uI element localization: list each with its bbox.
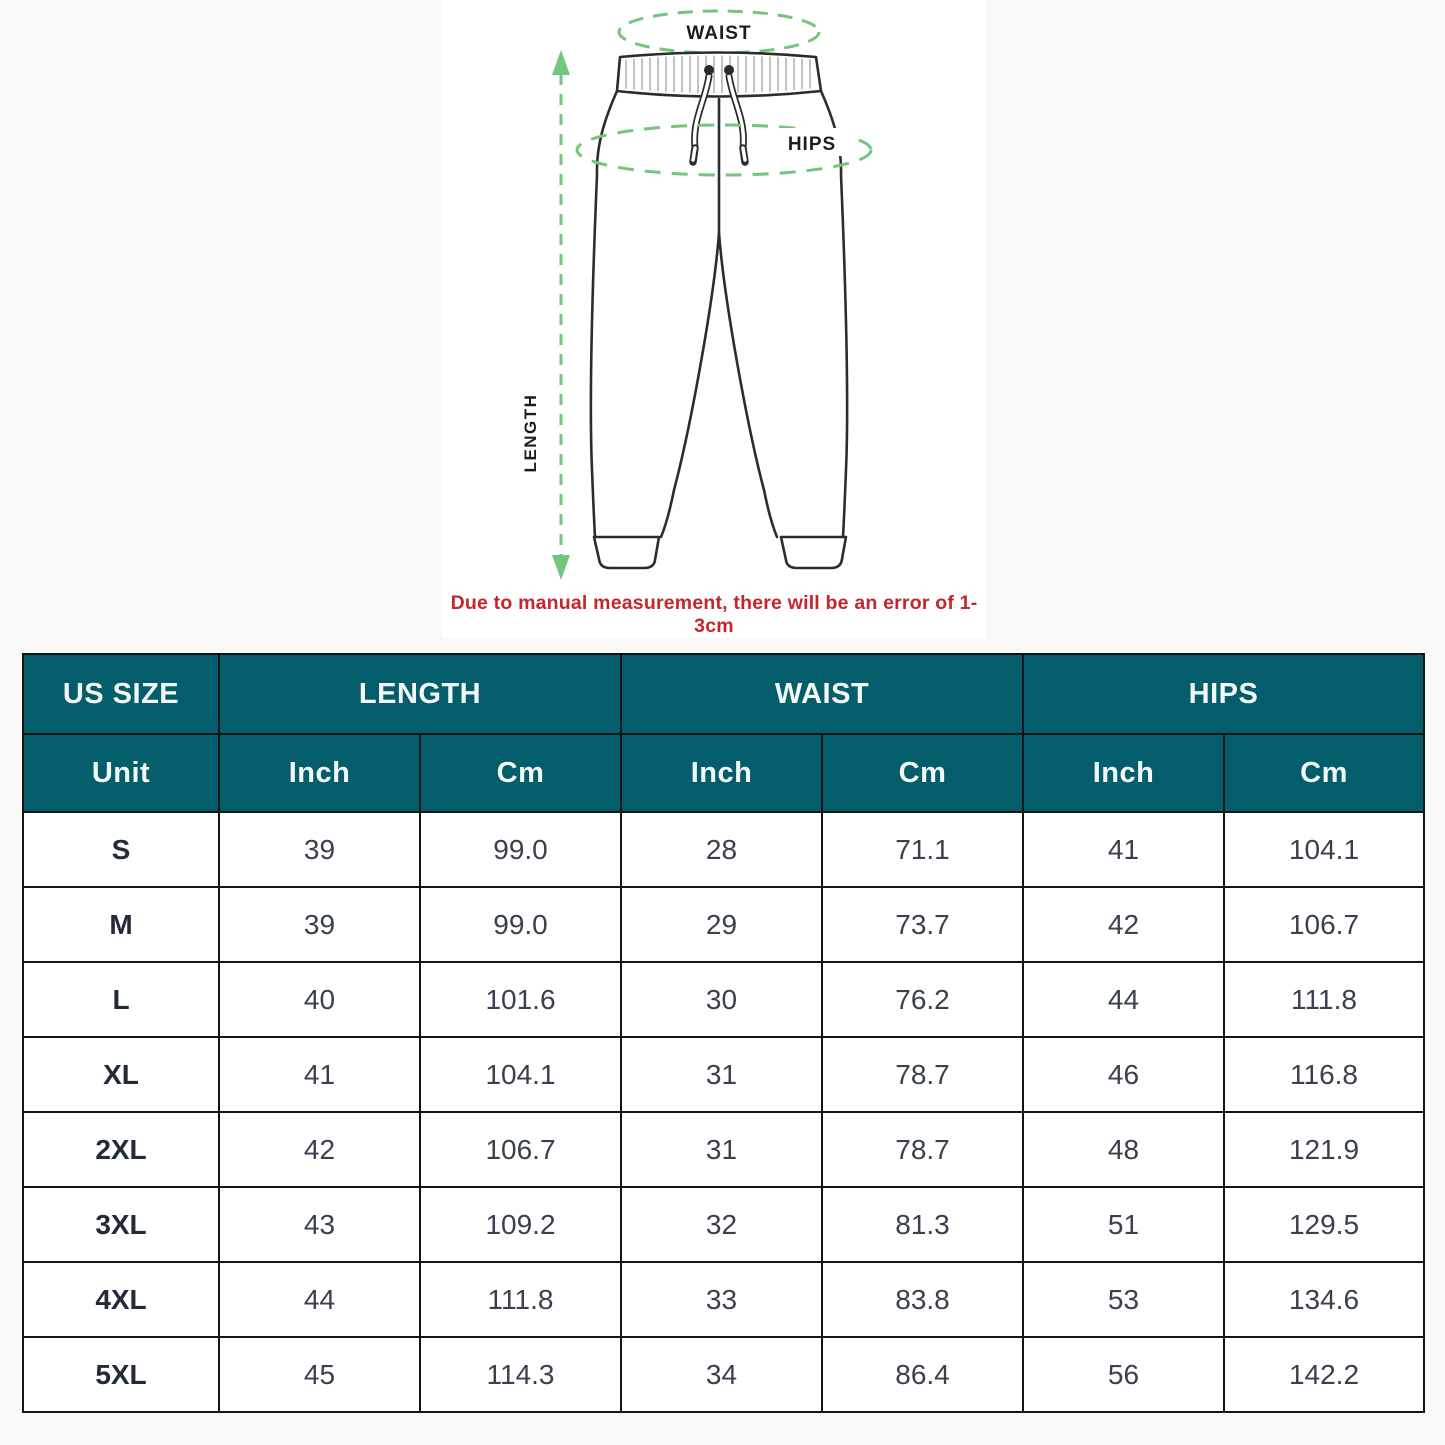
waist-inch-cell: 31 <box>621 1037 822 1112</box>
hips-inch-cell: 51 <box>1023 1187 1224 1262</box>
size-cell: M <box>23 887 219 962</box>
length-inch-cell: 44 <box>219 1262 420 1337</box>
left-grommet <box>704 65 714 75</box>
waistband <box>617 53 821 97</box>
right-grommet <box>724 65 734 75</box>
unit-header-row <box>23 734 1424 812</box>
length-cm-cell: 106.7 <box>420 1112 621 1187</box>
hips-inch-cell: 46 <box>1023 1037 1224 1112</box>
arrowhead-up-icon <box>552 50 570 75</box>
header-length: LENGTH <box>219 654 621 734</box>
waist-cm-cell: 78.7 <box>822 1037 1023 1112</box>
length-inch-cell: 40 <box>219 962 420 1037</box>
length-inch-cell: 45 <box>219 1337 420 1412</box>
size-cell: 4XL <box>23 1262 219 1337</box>
header-waist: WAIST <box>621 654 1023 734</box>
hips-inch-cell: 56 <box>1023 1337 1224 1412</box>
length-label: LENGTH <box>521 393 540 473</box>
waist-label: WAIST <box>686 23 752 44</box>
length-cm-cell: 99.0 <box>420 812 621 887</box>
hips-label: HIPS <box>787 134 837 155</box>
hips-cm-cell: 129.5 <box>1224 1187 1424 1262</box>
waist-cm-cell: 78.7 <box>822 1112 1023 1187</box>
table-row-l <box>23 962 1424 1037</box>
length-cm-cell: 104.1 <box>420 1037 621 1112</box>
waist-cm-cell: 71.1 <box>822 812 1023 887</box>
table-row-m <box>23 887 1424 962</box>
header-us-size: US SIZE <box>23 654 219 734</box>
length-cm-cell: 114.3 <box>420 1337 621 1412</box>
length-inch-cell: 43 <box>219 1187 420 1262</box>
table-row-3xl <box>23 1187 1424 1262</box>
size-cell: 2XL <box>23 1112 219 1187</box>
waist-inch-cell: 32 <box>621 1187 822 1262</box>
hips-inch-cell: 42 <box>1023 887 1224 962</box>
left-cuff <box>594 537 659 568</box>
right-cuff <box>781 537 846 568</box>
hips-cm-cell: 116.8 <box>1224 1037 1424 1112</box>
length-cm-cell: 111.8 <box>420 1262 621 1337</box>
table-row-4xl <box>23 1262 1424 1337</box>
hips-cm-cell: 121.9 <box>1224 1112 1424 1187</box>
length-inch-cell: 41 <box>219 1037 420 1112</box>
size-table <box>22 653 1425 1413</box>
length-cm-cell: 101.6 <box>420 962 621 1037</box>
table-row-2xl <box>23 1112 1424 1187</box>
hips-cm-cell: 104.1 <box>1224 812 1424 887</box>
size-cell: 5XL <box>23 1337 219 1412</box>
waist-inch-cell: 34 <box>621 1337 822 1412</box>
table-row-5xl <box>23 1337 1424 1412</box>
length-inch-cell: 42 <box>219 1112 420 1187</box>
hips-inch-cell: 48 <box>1023 1112 1224 1187</box>
table-row-xl <box>23 1037 1424 1112</box>
hips-inch-label: Inch <box>1023 734 1224 812</box>
measurement-note: Due to manual measurement, there will be an error of 1-3cm <box>450 592 978 637</box>
group-header-row <box>23 654 1424 734</box>
pants-diagram <box>442 0 986 638</box>
waist-inch-cell: 30 <box>621 962 822 1037</box>
size-cell: XL <box>23 1037 219 1112</box>
arrowhead-down-icon <box>552 555 570 580</box>
waist-cm-cell: 81.3 <box>822 1187 1023 1262</box>
table-row-s <box>23 812 1424 887</box>
hips-inch-cell: 44 <box>1023 962 1224 1037</box>
waist-cm-label: Cm <box>822 734 1023 812</box>
hips-inch-cell: 53 <box>1023 1262 1224 1337</box>
hips-inch-cell: 41 <box>1023 812 1224 887</box>
hips-cm-cell: 106.7 <box>1224 887 1424 962</box>
length-cm-cell: 109.2 <box>420 1187 621 1262</box>
length-inch-cell: 39 <box>219 812 420 887</box>
waist-inch-cell: 28 <box>621 812 822 887</box>
length-inch-cell: 39 <box>219 887 420 962</box>
size-cell: 3XL <box>23 1187 219 1262</box>
unit-label: Unit <box>23 734 219 812</box>
length-measure-arrow <box>552 50 570 580</box>
hips-cm-cell: 142.2 <box>1224 1337 1424 1412</box>
waist-inch-label: Inch <box>621 734 822 812</box>
waist-inch-cell: 33 <box>621 1262 822 1337</box>
waist-cm-cell: 76.2 <box>822 962 1023 1037</box>
waist-cm-cell: 83.8 <box>822 1262 1023 1337</box>
length-inch-label: Inch <box>219 734 420 812</box>
hips-cm-cell: 111.8 <box>1224 962 1424 1037</box>
length-cm-cell: 99.0 <box>420 887 621 962</box>
size-cell: L <box>23 962 219 1037</box>
pants-diagram-panel <box>442 0 986 638</box>
hips-cm-cell: 134.6 <box>1224 1262 1424 1337</box>
waist-cm-cell: 73.7 <box>822 887 1023 962</box>
waist-cm-cell: 86.4 <box>822 1337 1023 1412</box>
size-cell: S <box>23 812 219 887</box>
waist-inch-cell: 31 <box>621 1112 822 1187</box>
waist-inch-cell: 29 <box>621 887 822 962</box>
hips-cm-label: Cm <box>1224 734 1424 812</box>
header-hips: HIPS <box>1023 654 1424 734</box>
length-cm-label: Cm <box>420 734 621 812</box>
